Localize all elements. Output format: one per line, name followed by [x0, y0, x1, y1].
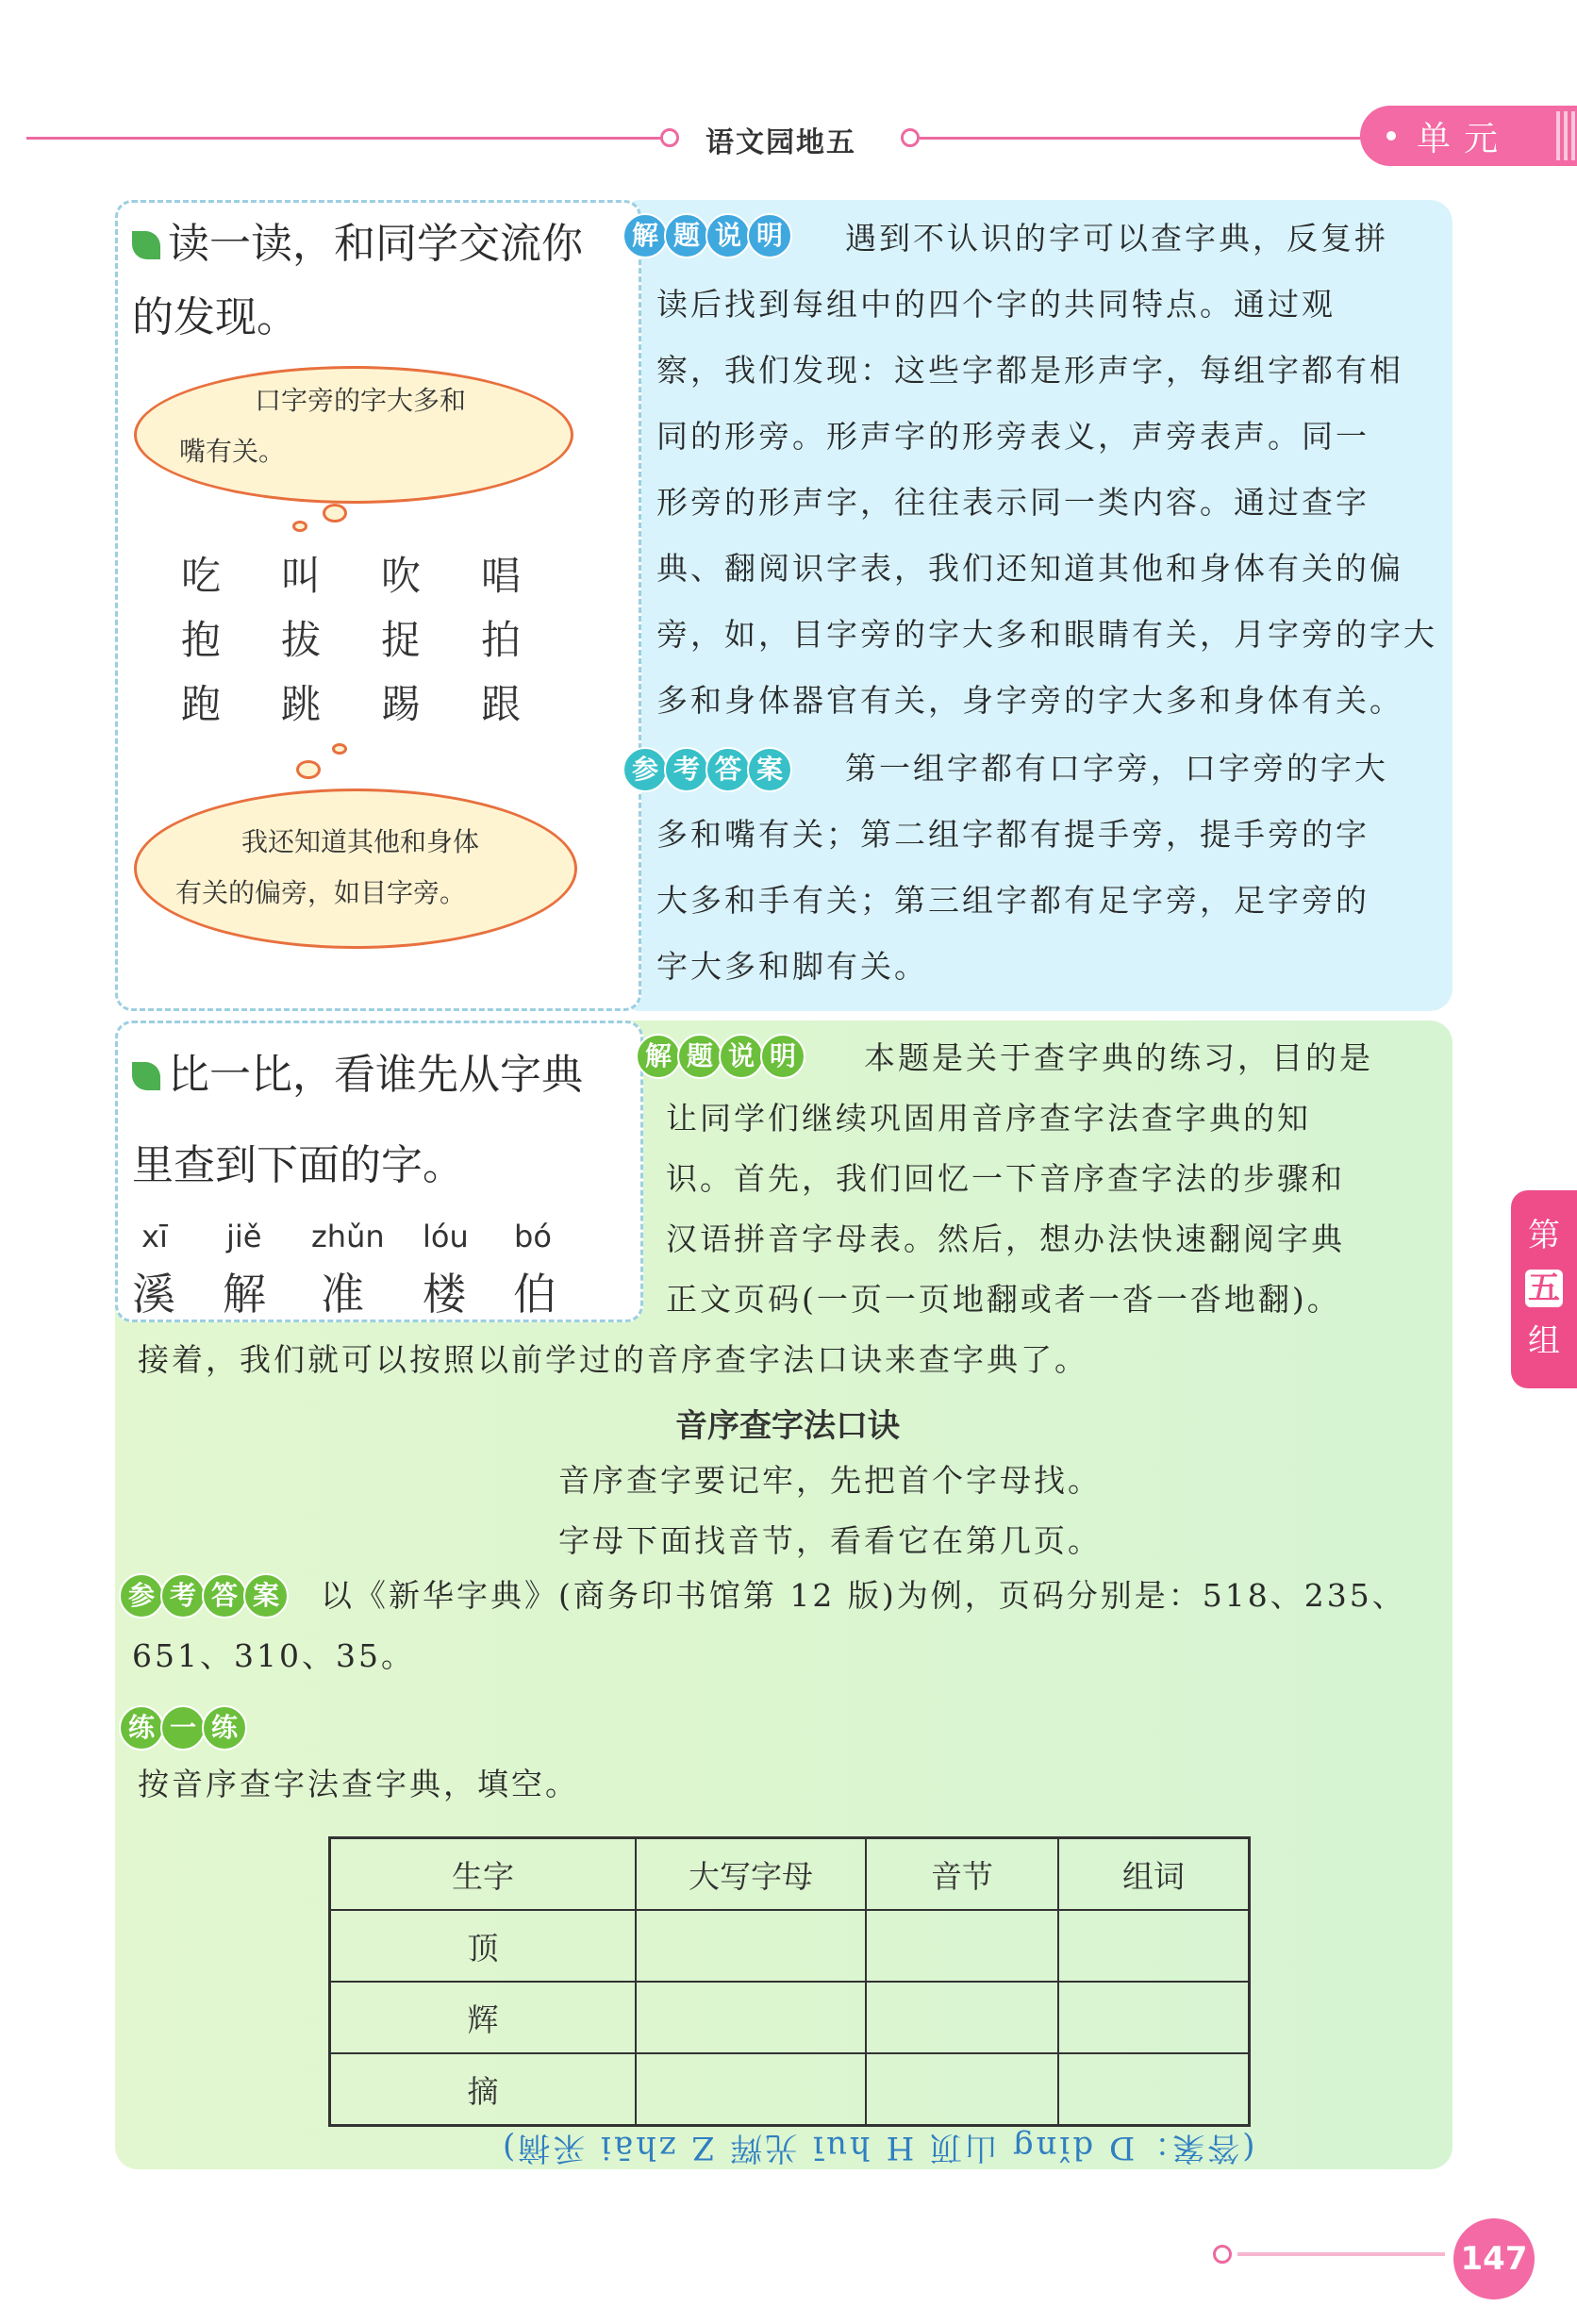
- explain-line: 同的形旁。形声字的形旁表义，声旁表声。同一: [656, 418, 1370, 455]
- explain-line: 读后找到每组中的四个字的共同特点。通过观: [656, 286, 1336, 323]
- table-cell[interactable]: [636, 1982, 866, 2053]
- thought-cloud-top-text: [179, 375, 547, 477]
- explain-line: 本题是关于查字典的练习，目的是: [864, 1039, 1373, 1076]
- page-number: 147: [1453, 2218, 1535, 2299]
- table-header: 生字: [330, 1838, 637, 1911]
- practice-tag: [119, 1705, 243, 1751]
- explain-line: 形旁的形声字，往往表示同一类内容。通过查字: [656, 484, 1370, 521]
- thought-cloud-bottom-text: [175, 817, 562, 919]
- unit-tab-dot: [1386, 131, 1396, 141]
- char: 跟: [481, 681, 522, 727]
- explain-text-1: [656, 206, 1458, 734]
- tag-char: 练: [202, 1705, 247, 1751]
- side-tab-bottom: 组: [1528, 1322, 1560, 1360]
- explain-line: 旁，如，目字旁的字大多和眼睛有关，月字旁的字大: [656, 616, 1437, 653]
- explain-line: 察，我们发现：这些字都是形声字，每组字都有相: [656, 352, 1403, 389]
- explain-line: 典、翻阅识字表，我们还知道其他和身体有关的偏: [656, 550, 1403, 587]
- unit-tab: [1360, 106, 1577, 166]
- table-row: [330, 2053, 1250, 2126]
- unit-tab-stripes: [1556, 111, 1577, 160]
- explain-line: 识。首先，我们回忆一下音序查字法的步骤和: [666, 1160, 1345, 1197]
- pinyin: xī: [141, 1219, 168, 1254]
- rhyme-title: 音序查字法口诀: [675, 1407, 900, 1445]
- tag-char: 明: [747, 213, 792, 258]
- footer-dot: [1213, 2245, 1232, 2264]
- leaf-icon: [132, 231, 160, 259]
- char: 跑: [181, 681, 222, 727]
- question-1-title-line1: 读一读，和同学交流你: [168, 220, 583, 268]
- unit-side-tab: [1511, 1190, 1577, 1388]
- table-header: 音节: [866, 1838, 1058, 1911]
- char: 吹: [381, 553, 422, 599]
- pinyin: zhǔn: [311, 1219, 385, 1254]
- tag-char: 练: [119, 1705, 164, 1751]
- tag-char: 一: [160, 1705, 206, 1751]
- thought-bubble-dot: [292, 521, 307, 532]
- question-1-title-line2: 的发现。: [132, 293, 298, 341]
- tag-char: 明: [760, 1034, 805, 1079]
- answer-line: 以《新华字典》(商务印书馆第 12 版)为例，页码分别是：518、235、: [321, 1577, 1406, 1614]
- char: 抱: [181, 617, 222, 663]
- table-cell: 顶: [330, 1910, 637, 1982]
- table-cell[interactable]: [636, 2053, 866, 2126]
- tag-char: 案: [747, 747, 792, 792]
- table-cell[interactable]: [866, 1982, 1058, 2053]
- pinyin: bó: [514, 1219, 552, 1254]
- table-cell: 辉: [330, 1982, 637, 2053]
- table-cell[interactable]: [866, 1910, 1058, 1982]
- explain-line: 正文页码(一页一页地翻或者一沓一沓地翻)。: [666, 1281, 1341, 1318]
- question-2-title-line2: 里查到下面的字。: [132, 1141, 464, 1189]
- answer-text-1: [656, 736, 1458, 1000]
- explain-line: 汉语拼音字母表。然后，想办法快速翻阅字典: [666, 1220, 1345, 1257]
- tag-char: 解: [636, 1034, 681, 1079]
- table-cell[interactable]: [866, 2053, 1058, 2126]
- tag-char: 参: [119, 1573, 164, 1618]
- pinyin: lóu: [423, 1219, 469, 1254]
- header-dot-left: [660, 128, 679, 147]
- explain-line: 遇到不认识的字可以查字典，反复拼: [845, 220, 1388, 257]
- cloud-top-line1: 口字旁的字大多和: [255, 385, 467, 416]
- page-title: 语文园地五: [706, 126, 856, 159]
- answer-line: 第一组字都有口字旁，口字旁的字大: [845, 750, 1388, 787]
- answer-line: 651、310、35。: [132, 1637, 415, 1674]
- char: 跳: [281, 681, 322, 727]
- pinyin: jiě: [226, 1219, 262, 1254]
- char: 吃: [181, 553, 222, 599]
- table-header-row: [330, 1838, 1250, 1911]
- char: 叫: [281, 553, 322, 599]
- table-header: 组词: [1058, 1838, 1250, 1911]
- footer-rule: [1237, 2252, 1445, 2256]
- answer-line: 字大多和脚有关。: [656, 948, 928, 985]
- char: 拔: [281, 617, 322, 663]
- answer-text-2: [132, 1566, 1452, 1686]
- side-tab-mid: 五: [1525, 1270, 1563, 1307]
- continue-line: 接着，我们就可以按照以前学过的音序查字法口诀来查字典了。: [138, 1341, 1088, 1378]
- tag-char: 说: [719, 1034, 764, 1079]
- unit-tab-label: 单元: [1417, 119, 1512, 158]
- cloud-top-line2: 嘴有关。: [179, 436, 286, 467]
- tag-char: 案: [243, 1573, 289, 1618]
- table-cell[interactable]: [636, 1910, 866, 1982]
- thought-bubble-dot: [332, 743, 347, 755]
- practice-instruction: 按音序查字法查字典，填空。: [138, 1766, 579, 1802]
- upside-down-answer: (答案：D dǐng 山顶 H huī 光辉 Z zhāi 采摘): [500, 2129, 1255, 2166]
- table-cell[interactable]: [1058, 1910, 1250, 1982]
- char: 拍: [481, 617, 522, 663]
- explain-text-2: [666, 1028, 1458, 1330]
- thought-bubble-dot: [323, 504, 347, 523]
- answer-line: 多和嘴有关；第二组字都有提手旁，提手旁的字: [656, 816, 1370, 853]
- tag-char: 题: [664, 213, 709, 258]
- target-char: 楼: [423, 1269, 466, 1320]
- target-char: 溪: [132, 1269, 175, 1320]
- rhyme-lines: [500, 1451, 1160, 1571]
- target-char: 伯: [513, 1269, 556, 1320]
- cloud-bottom-line2: 有关的偏旁，如目字旁。: [175, 877, 467, 908]
- leaf-icon: [132, 1062, 160, 1090]
- header-rule-left: [26, 137, 677, 140]
- header-rule-right: [920, 137, 1372, 140]
- target-char: 准: [321, 1269, 364, 1320]
- tag-char: 参: [622, 747, 668, 792]
- target-char: 解: [223, 1269, 266, 1320]
- char: 捉: [381, 617, 422, 663]
- answer-line: 大多和手有关；第三组字都有足字旁，足字旁的: [656, 882, 1370, 919]
- tag-char: 答: [706, 747, 751, 792]
- practice-table: [328, 1836, 1251, 2127]
- char: 踢: [381, 681, 422, 727]
- question-2-title-line1: 比一比，看谁先从字典: [168, 1051, 583, 1099]
- tag-char: 考: [160, 1573, 206, 1618]
- tag-char: 题: [677, 1034, 722, 1079]
- table-cell[interactable]: [1058, 1982, 1250, 2053]
- side-tab-top: 第: [1528, 1217, 1560, 1254]
- tag-char: 说: [706, 213, 751, 258]
- explain-line: 多和身体器官有关，身字旁的字大多和身体有关。: [656, 682, 1403, 719]
- table-cell: 摘: [330, 2053, 637, 2126]
- tag-char: 答: [202, 1573, 247, 1618]
- question-1-title: [132, 208, 622, 355]
- rhyme-line: 字母下面找音节，看看它在第几页。: [558, 1522, 1102, 1559]
- tag-char: 解: [622, 213, 668, 258]
- table-header: 大写字母: [636, 1838, 866, 1911]
- table-row: [330, 1910, 1250, 1982]
- cloud-bottom-line1: 我还知道其他和身体: [241, 826, 480, 857]
- table-cell[interactable]: [1058, 2053, 1250, 2126]
- thought-bubble-dot: [296, 760, 321, 779]
- table-row: [330, 1982, 1250, 2053]
- question-2-title: [132, 1030, 632, 1211]
- explain-line: 让同学们继续巩固用音序查字法查字典的知: [666, 1100, 1311, 1137]
- header-dot-right: [901, 128, 920, 147]
- rhyme-line: 音序查字要记牢，先把首个字母找。: [558, 1462, 1102, 1499]
- tag-char: 考: [664, 747, 709, 792]
- char: 唱: [481, 553, 522, 599]
